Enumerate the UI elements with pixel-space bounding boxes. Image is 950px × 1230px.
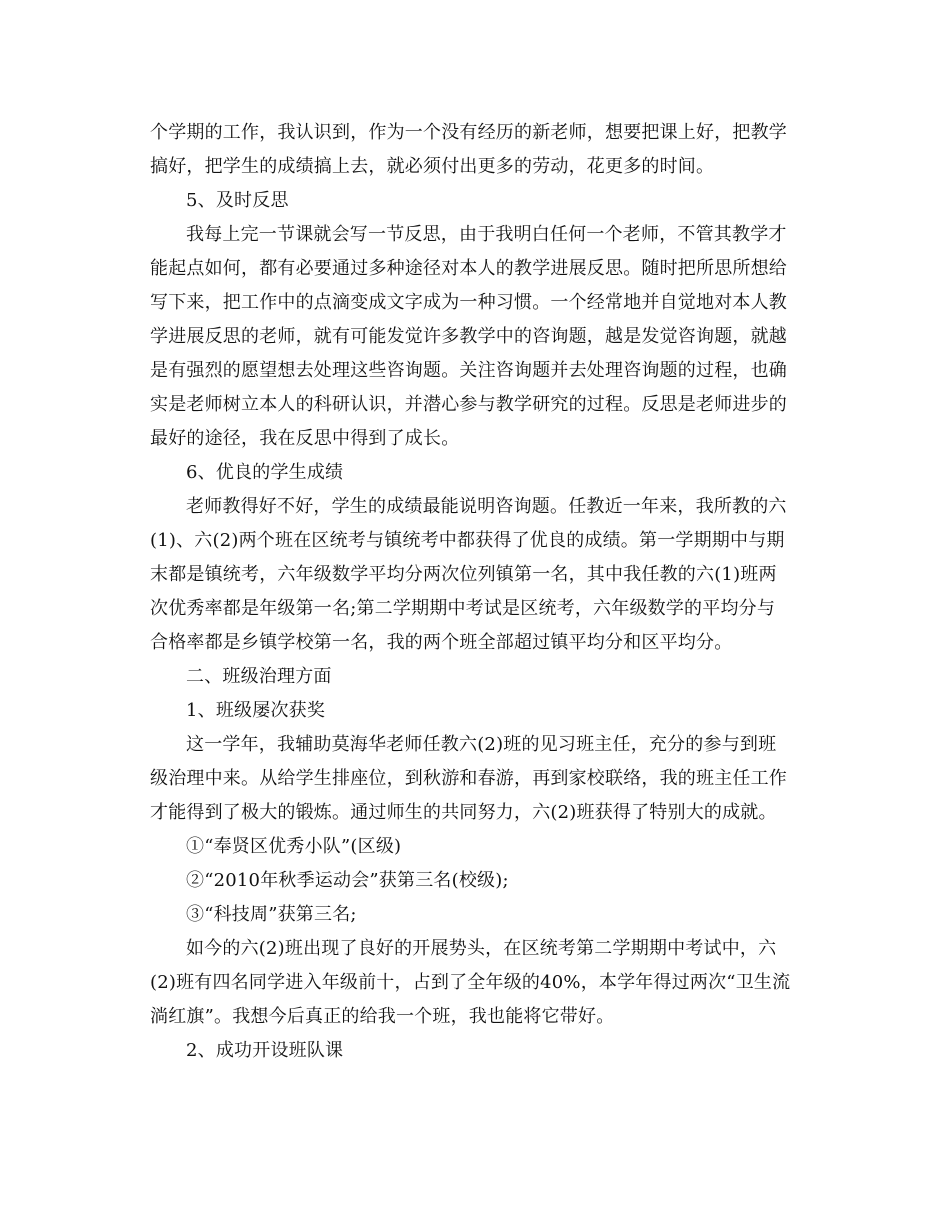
paragraph-line: 次优秀率都是年级第一名;第二学期期中考试是区统考，六年级数学的平均分与: [150, 598, 776, 619]
paragraph-line: 才能得到了极大的锻炼。通过师生的共同努力，六(2)班获得了特别大的成就。: [150, 802, 777, 823]
award-list-item: ①“奉贤区优秀小队”(区级): [186, 836, 402, 857]
section-heading: 1、班级屡次获奖: [186, 700, 326, 721]
paragraph-line: 写下来，把工作中的点滴变成文字成为一种习惯。一个经常地并自觉地对本人教: [150, 292, 787, 313]
paragraph-line: (2)班有四名同学进入年级前十，占到了全年级的40%，本学年得过两次“卫生流: [150, 972, 791, 993]
section-heading: 5、及时反思: [186, 190, 289, 211]
paragraph-line: 合格率都是乡镇学校第一名，我的两个班全部超过镇平均分和区平均分。: [150, 632, 733, 653]
paragraph-line: 学进展反思的老师，就有可能发觉许多教学中的咨询题，越是发觉咨询题，就越: [150, 326, 787, 347]
paragraph-line: 实是老师树立本人的科研认识，并潜心参与教学研究的过程。反思是老师进步的: [150, 394, 787, 415]
award-list-item: ③“科技周”获第三名;: [186, 904, 357, 925]
paragraph-line: 是有强烈的愿望想去处理这些咨询题。关注咨询题并去处理咨询题的过程，也确: [150, 360, 787, 381]
paragraph-line: 这一学年，我辅助莫海华老师任教六(2)班的见习班主任，充分的参与到班: [186, 734, 777, 755]
document-body: [150, 116, 800, 1068]
paragraph-line: 搞好，把学生的成绩搞上去，就必须付出更多的劳动，花更多的时间。: [150, 156, 715, 177]
paragraph-line: 老师教得好不好，学生的成绩最能说明咨询题。任教近一年来，我所教的六: [186, 496, 787, 517]
paragraph-line: 能起点如何，都有必要通过多种途径对本人的教学进展反思。随时把所思所想给: [150, 258, 787, 279]
section-heading: 二、班级治理方面: [186, 666, 332, 687]
paragraph-line: 我每上完一节课就会写一节反思，由于我明白任何一个老师，不管其教学才: [186, 224, 787, 245]
paragraph-line: 个学期的工作，我认识到，作为一个没有经历的新老师，想要把课上好，把教学: [150, 122, 787, 143]
paragraph-line: 淌红旗”。我想今后真正的给我一个班，我也能将它带好。: [150, 1006, 615, 1027]
paragraph-line: 末都是镇统考，六年级数学平均分两次位列镇第一名，其中我任教的六(1)班两: [150, 564, 777, 585]
paragraph-line: 如今的六(2)班出现了良好的开展势头，在区统考第二学期期中考试中，六: [186, 938, 777, 959]
paragraph-line: 级治理中来。从给学生排座位，到秋游和春游，再到家校联络，我的班主任工作: [150, 768, 787, 789]
section-heading: 2、成功开设班队课: [186, 1040, 344, 1061]
award-list-item: ②“2010年秋季运动会”获第三名(校级);: [186, 870, 509, 891]
section-heading: 6、优良的学生成绩: [186, 462, 344, 483]
paragraph-line: 最好的途径，我在反思中得到了成长。: [150, 428, 460, 449]
paragraph-line: (1)、六(2)两个班在区统考与镇统考中都获得了优良的成绩。第一学期期中与期: [150, 530, 785, 551]
